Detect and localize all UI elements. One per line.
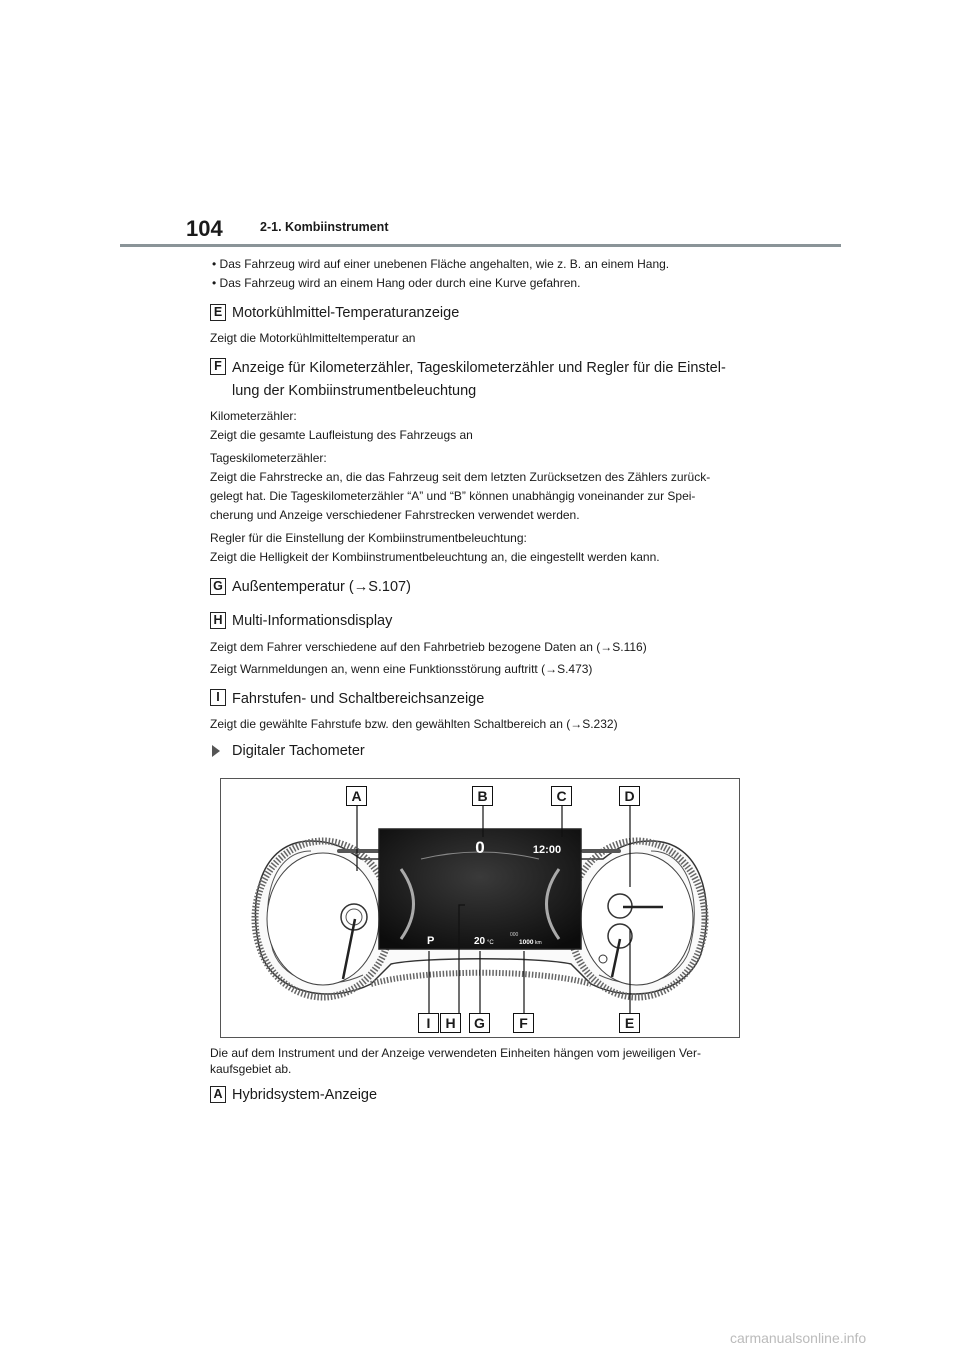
callout-a: A <box>346 786 367 806</box>
text-f: Tageskilometerzähler: <box>210 451 327 465</box>
heading-i: Fahrstufen- und Schaltbereichsanzeige <box>232 691 485 707</box>
subsection-title: Digitaler Tachometer <box>232 743 365 759</box>
text-h: Zeigt dem Fahrer verschiedene auf den Fahrbetrieb bezogene Daten an (→S.116) <box>210 640 647 654</box>
text-h: Zeigt Warnmeldungen an, wenn eine Funktionsstörung auftritt (→S.473) <box>210 662 593 676</box>
display-temp-unit: °C <box>487 940 494 946</box>
cluster-figure <box>220 778 740 1038</box>
callout-c: C <box>551 786 572 806</box>
callout-e: E <box>619 1013 640 1033</box>
heading-h: Multi-Informationsdisplay <box>232 613 393 629</box>
label-a: A <box>210 1086 226 1103</box>
text-e: Zeigt die Motorkühlmitteltemperatur an <box>210 331 416 345</box>
label-h: H <box>210 612 226 629</box>
label-e: E <box>210 304 226 321</box>
subsection-arrow-icon <box>212 745 220 757</box>
display-speed: 0 <box>475 838 485 857</box>
caption-line2: kaufsgebiet ab. <box>210 1062 292 1076</box>
text-f: Zeigt die Fahrstrecke an, die das Fahrzeug seit dem letzten Zurücksetzen des Zählers zurück- <box>210 470 711 484</box>
callout-i: I <box>418 1013 439 1033</box>
heading-g: Außentemperatur (→S.107) <box>232 579 411 595</box>
caption-line1: Die auf dem Instrument und der Anzeige verwendeten Einheiten hängen vom jeweiligen Ver- <box>210 1046 701 1060</box>
text-i: Zeigt die gewählte Fahrstufe bzw. den gewählten Schaltbereich an (→S.232) <box>210 717 618 731</box>
text-f: Zeigt die gesamte Laufleistung des Fahrzeugs an <box>210 428 473 442</box>
heading-f-line1: Anzeige für Kilometerzähler, Tageskilometerzähler und Regler für die Einstel- <box>232 360 726 376</box>
text-f: Kilometerzähler: <box>210 409 297 423</box>
callout-b: B <box>472 786 493 806</box>
callout-h: H <box>440 1013 461 1033</box>
text-f: gelegt hat. Die Tageskilometerzähler “A” und “B” können unabhängig voneinander zur Spei- <box>210 489 696 503</box>
display-clock: 12:00 <box>532 844 562 856</box>
heading-f-line2: lung der Kombiinstrumentbeleuchtung <box>232 383 477 399</box>
text-f: cherung und Anzeige verschiedener Fahrstrecken verwendet werden. <box>210 508 580 522</box>
bullet-item: • Das Fahrzeug wird auf einer unebenen Fläche angehalten, wie z. B. an einem Hang. <box>212 257 670 271</box>
callout-d: D <box>619 786 640 806</box>
label-f: F <box>210 358 226 375</box>
display-temp: 20 <box>474 936 486 947</box>
heading-e: Motorkühlmittel-Temperaturanzeige <box>232 305 460 321</box>
display-gear: P <box>427 935 435 947</box>
heading-a: Hybridsystem-Anzeige <box>232 1087 378 1103</box>
header-rule <box>120 244 841 247</box>
label-i: I <box>210 689 226 706</box>
cluster-illustration <box>221 779 739 1037</box>
callout-f: F <box>513 1013 534 1033</box>
text-f: Zeigt die Helligkeit der Kombiinstrumentbeleuchtung an, die eingestellt werden kann. <box>210 550 660 564</box>
display-odo: 1000 <box>519 939 534 946</box>
display-trip-label: 000 <box>510 932 519 938</box>
section-title: 2-1. Kombiinstrument <box>260 220 389 234</box>
display-odo-unit: km <box>535 940 542 946</box>
bullet-item: • Das Fahrzeug wird an einem Hang oder durch eine Kurve gefahren. <box>212 276 581 290</box>
text-f: Regler für die Einstellung der Kombiinstrumentbeleuchtung: <box>210 531 527 545</box>
watermark: carmanualsonline.info <box>730 1330 867 1346</box>
page-number: 104 <box>186 216 223 241</box>
callout-g: G <box>469 1013 490 1033</box>
label-g: G <box>210 578 226 595</box>
